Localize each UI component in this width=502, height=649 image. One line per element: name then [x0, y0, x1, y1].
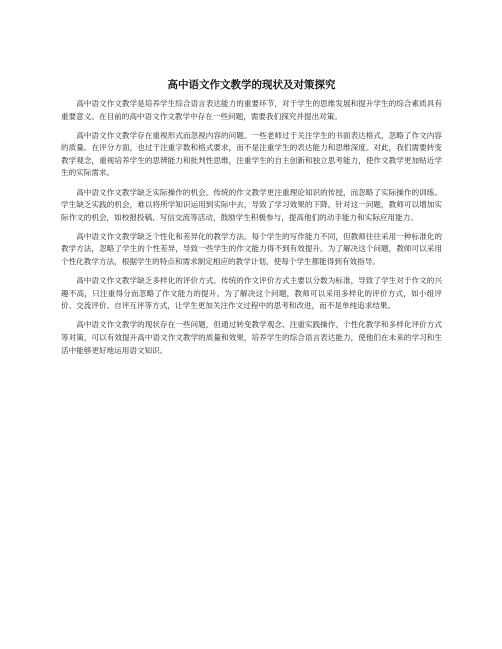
paragraph-personalization: 高中语文作文教学缺乏个性化和差异化的教学方法。每个学生的写作能力不同，但教师往往采用一种标准化的教学方法，忽略了学生的个性差异，导致一些学生的作文能力得不到有效提升。为了解决这个问题，教师可以采用个性化教学方法，根据学生的特点和需求制定相应的教学计划，使每个学生都能得到有效指导。 — [61, 231, 442, 267]
paragraph-practice: 高中语文作文教学缺乏实际操作的机会。传统的作文教学更注重理论知识的传授，而忽略了实际操作的训练。学生缺乏实践的机会，难以将所学知识运用到实际中去，导致了学习效果的下降。针对这一问题，教师可以增加实际作文的机会，如校报投稿、写信交流等活动，鼓励学生积极参与，提高他们的动手能力和实际应用能力。 — [61, 187, 442, 222]
paragraph-form-vs-content: 高中语文作文教学存在重视形式而忽视内容的问题。一些老师过于关注学生的书面表达格式，忽略了作文内容的质量。在评分方面，也过于注重字数和格式要求，而不是注重学生的表达能力和思维深度。对此，我们需要转变教学观念，重视培养学生的思辨能力和批判性思维，注重学生的自主创新和独立思考能力，使作文教学更加贴近学生的实际需求。 — [61, 130, 442, 178]
paragraph-intro: 高中语文作文教学是培养学生综合语言表达能力的重要环节，对于学生的思维发展和提升学生的综合素质具有重要意义。在目前的高中语文作文教学中存在一些问题，需要我们探究并提出对策。 — [61, 99, 442, 121]
document-page — [61, 78, 442, 364]
paragraph-conclusion: 高中语文作文教学的现状存在一些问题，但通过转变教学观念、注重实践操作、个性化教学和多样化评价方式等对策，可以有效提升高中语文作文教学的质量和效果，培养学生的综合语言表达能力，使他们在未来的学习和生活中能够更好地运用语文知识。 — [61, 320, 442, 355]
document-title: 高中语文作文教学的现状及对策探究 — [167, 79, 336, 91]
paragraph-evaluation: 高中语文作文教学缺乏多样化的评价方式。传统的作文评价方式主要以分数为标准，导致了学生对于作文的兴趣不高，只注重得分而忽略了作文能力的提升。为了解决这个问题，教师可以采用多样化的评价方式，如小组评价、交流评价、自评互评等方式，让学生更加关注作文过程中的思考和改进，而不是单纯追求结果。 — [61, 276, 442, 311]
